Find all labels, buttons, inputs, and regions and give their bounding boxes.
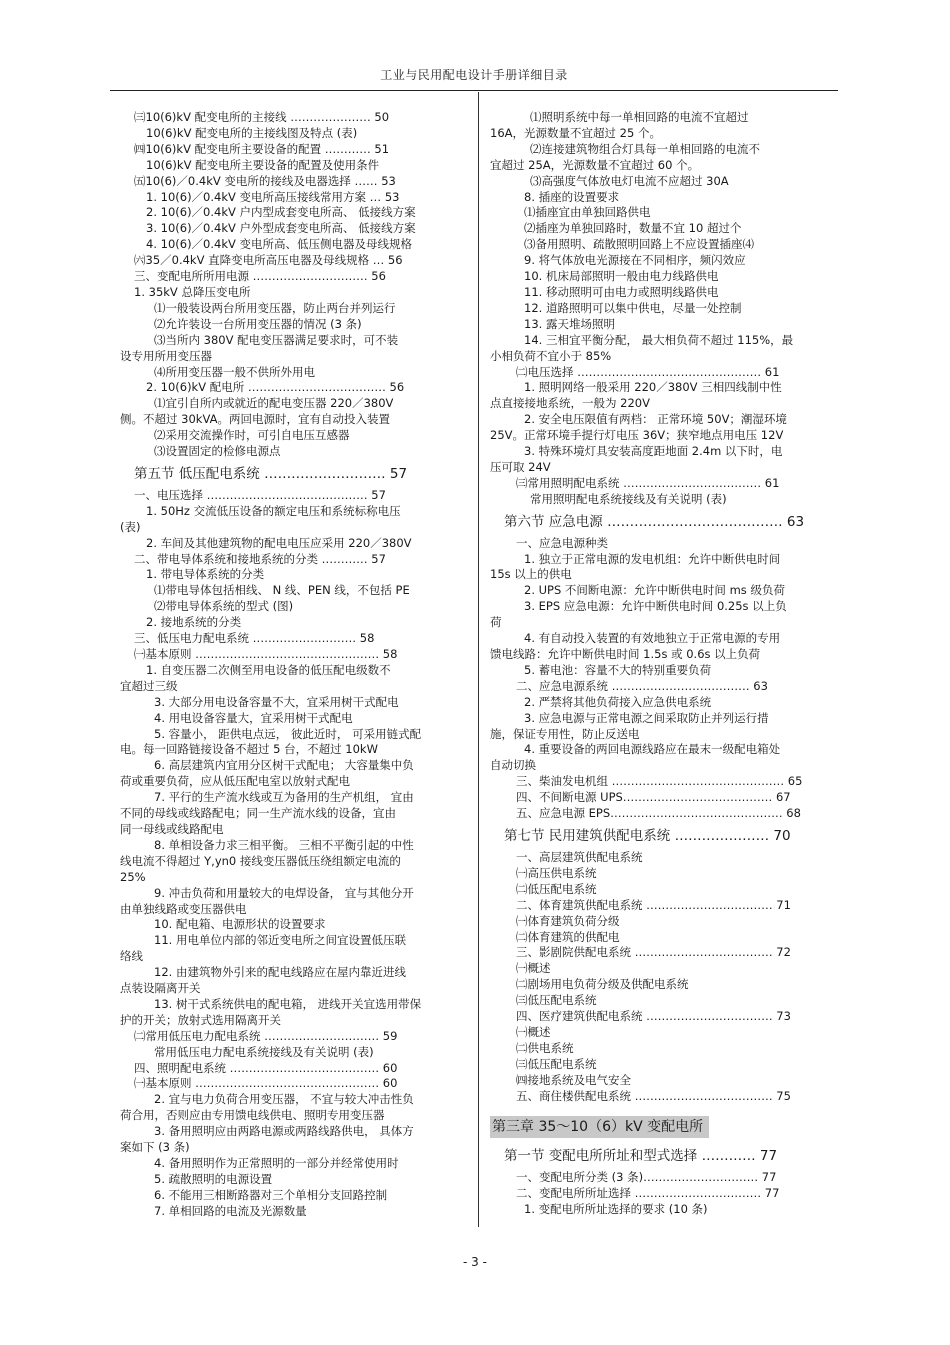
toc-entry: 2. 10(6)kV 配电所 ……………………………… 56 <box>146 380 405 395</box>
header-rule <box>110 90 838 91</box>
toc-entry: ㈢低压配电系统 <box>516 1056 597 1071</box>
toc-entry: 荷或重要负荷，应从低压配电室以放射式配电 <box>120 774 350 789</box>
toc-entry: (表) <box>120 519 141 534</box>
toc-entry: ⑵插座为单独回路时，数量不宜 10 超过个 <box>524 221 742 236</box>
toc-entry: ㈣接地系统及电气安全 <box>516 1072 631 1087</box>
toc-entry: ⑴带电导体包括相线、 N 线、PEN 线，不包括 PE <box>154 583 410 598</box>
toc-entry: ㈡体育建筑的供配电 <box>516 929 620 944</box>
column-divider <box>478 92 479 1227</box>
toc-entry: ㈣10(6)kV 配变电所主要设备的配置 ………… 51 <box>134 141 390 156</box>
toc-entry: ⑴插座宜由单独回路供电 <box>524 205 651 220</box>
toc-section-heading: 第七节 民用建筑供配电系统 ………………… 70 <box>504 827 791 844</box>
toc-entry: 二、体育建筑供配电系统 …………………………… 71 <box>516 897 791 912</box>
toc-entry: 4. 有自动投入装置的有效地独立于正常电源的专用 <box>524 631 781 646</box>
toc-entry: 8. 插座的设置要求 <box>524 189 620 204</box>
toc-entry: 10(6)kV 配变电所的主接线图及特点 (表) <box>146 125 358 140</box>
toc-entry: 3. 特殊环境灯具安装高度距地面 2.4m 以下时，电 <box>524 444 783 459</box>
toc-entry: 3. 应急电源与正常电源之间采取防止并列运行措 <box>524 710 769 725</box>
toc-entry: 一、高层建筑供配电系统 <box>516 849 643 864</box>
toc-entry: 6. 高层建筑内宜用分区树干式配电； 大容量集中负 <box>154 758 414 773</box>
toc-entry: ㈡剧场用电负荷分级及供配电系统 <box>516 977 689 992</box>
toc-entry: ㈠基本原则 ………………………………………… 58 <box>134 647 398 661</box>
toc-entry: 9. 冲击负荷和用量较大的电焊设备， 宜与其他分开 <box>154 885 414 900</box>
toc-entry: ㈤10(6)／0.4kV 变电所的接线及电器选择 …… 53 <box>134 173 396 188</box>
toc-entry: ⑶备用照明、疏散照明回路上不应设置插座⑷ <box>524 237 754 252</box>
toc-entry: ⑴一般装设两台所用变压器，防止两台并列运行 <box>154 300 396 315</box>
toc-section-heading: 第六节 应急电源 ………………………………… 63 <box>504 513 805 530</box>
page-header-title: 工业与民用配电设计手册详细目录 <box>380 68 568 82</box>
toc-section-heading: 第五节 低压配电系统 ……………………… 57 <box>134 465 408 482</box>
toc-entry: 1. 35kV 总降压变电所 <box>134 284 251 299</box>
toc-entry: ㈥35／0.4kV 直降变电所高压电器及母线规格 … 56 <box>134 253 403 268</box>
toc-entry: 压可取 24V <box>490 459 551 474</box>
toc-entry: 3. 10(6)／0.4kV 户外型成套变电所高、 低接线方案 <box>146 221 416 236</box>
toc-entry: ⑴宜引自所内或就近的配电变压器 220／380V <box>154 396 394 411</box>
toc-entry: 9. 将气体放电光源接在不同相序，频闪效应 <box>524 253 746 268</box>
toc-entry: 不同的母线或线路配电；同一生产流水线的设备，宜由 <box>120 806 396 821</box>
toc-entry: 1. 独立于正常电源的发电机组：允许中断供电时间 <box>524 551 781 566</box>
toc-entry: 一、电压选择 …………………………………… 57 <box>134 487 386 502</box>
toc-entry: ⑴照明系统中每一单相回路的电流不宜超过 <box>530 110 749 124</box>
toc-entry: 5. 蓄电池：容量不大的特别重要负荷 <box>524 662 712 677</box>
toc-entry: 由单独线路或变压器供电 <box>120 901 247 916</box>
toc-entry: 10(6)kV 配变电所主要设备的配置及使用条件 <box>146 157 380 172</box>
toc-entry: 馈电线路：允许中断供电时间 1.5s 或 0.6s 以上负荷 <box>490 647 761 661</box>
toc-entry: 络线 <box>120 949 143 964</box>
toc-entry: 6. 不能用三相断路器对三个单相分支回路控制 <box>154 1187 388 1202</box>
toc-entry: 二、应急电源系统 ……………………………… 63 <box>516 678 768 693</box>
toc-entry: 小相负荷不宜小于 85% <box>490 348 612 363</box>
toc-entry: 宜超过 25A，光源数量不宜超过 60 个。 <box>490 157 700 172</box>
toc-entry: ㈠概述 <box>516 961 551 976</box>
toc-entry: 五、应急电源 EPS……………………………………… 68 <box>516 806 801 821</box>
toc-entry: 3. 大部分用电设备容量不大，宜采用树干式配电 <box>154 694 399 709</box>
toc-entry: 3. 备用照明应由两路电源或两路线路供电， 具体方 <box>154 1124 414 1139</box>
toc-entry: 三、柴油发电机组 ……………………………………… 65 <box>516 774 803 789</box>
toc-entry: 一、应急电源种类 <box>516 535 608 550</box>
toc-entry: 15s 以上的供电 <box>490 567 572 582</box>
page-number: - 3 - <box>463 1255 487 1269</box>
toc-entry: 2. 严禁将其他负荷接入应急供电系统 <box>524 694 712 709</box>
toc-entry: 10. 配电箱、电源形状的设置要求 <box>154 917 326 932</box>
toc-entry: 常用低压电力配电系统接线及有关说明 (表) <box>154 1044 374 1059</box>
toc-entry: 四、照明配电系统 ………………………………… 60 <box>134 1060 398 1075</box>
toc-entry: 10. 机床局部照明一般由电力线路供电 <box>524 269 719 284</box>
toc-entry: 常用照明配电系统接线及有关说明 (表) <box>530 491 727 506</box>
chapter-row <box>490 1104 840 1142</box>
toc-entry: 四、不间断电源 UPS………………………………… 67 <box>516 790 791 805</box>
toc-entry: ㈢常用照明配电系统 ……………………………… 61 <box>516 475 780 490</box>
toc-entry: 电。每一回路链接设备不超过 5 台，不超过 10kW <box>120 742 378 757</box>
toc-entry: 5. 容量小， 距供电点远， 彼此近时， 可采用链式配 <box>154 726 422 741</box>
toc-entry: 五、商住楼供配电系统 ……………………………… 75 <box>516 1088 791 1103</box>
toc-entry: 1. 50Hz 交流低压设备的额定电压和系统标称电压 <box>146 503 401 518</box>
toc-entry: 荷合用，否则应由专用馈电线供电、照明专用变压器 <box>120 1108 385 1123</box>
toc-entry: 5. 疏散照明的电源设置 <box>154 1171 273 1186</box>
toc-entry: 12. 由建筑物外引来的配电线路应在屋内靠近进线 <box>154 965 406 980</box>
toc-entry: ㈠基本原则 ………………………………………… 60 <box>134 1076 398 1091</box>
toc-entry: 7. 单相回路的电流及光源数量 <box>154 1203 307 1218</box>
toc-entry: 1. 变配电所所址选择的要求 (10 条) <box>524 1202 708 1217</box>
toc-entry: 4. 重要设备的两回电源线路应在最末一级配电箱处 <box>524 742 781 757</box>
toc-entry: 荷 <box>490 615 502 630</box>
toc-entry: 16A，光源数量不宜超过 25 个。 <box>490 125 661 140</box>
toc-entry: 4. 备用照明作为正常照明的一部分并经常使用时 <box>154 1156 399 1170</box>
toc-entry: 案如下 (3 条) <box>120 1140 190 1155</box>
toc-entry: 2. 安全电压限值有两档： 正常环境 50V；潮湿环境 <box>524 412 787 427</box>
toc-entry: 1. 带电导体系统的分类 <box>146 567 265 582</box>
toc-entry: 点直接接地系统，一般为 220V <box>490 396 650 411</box>
toc-entry: 2. 10(6)／0.4kV 户内型成套变电所高、 低接线方案 <box>146 205 416 220</box>
toc-entry: ㈡低压配电系统 <box>516 881 597 896</box>
toc-entry: ⑵采用交流操作时，可引自电压互感器 <box>154 428 350 443</box>
toc-entry: 三、影剧院供配电系统 ……………………………… 72 <box>516 945 791 960</box>
toc-entry: 4. 10(6)／0.4kV 变电所高、低压侧电器及母线规格 <box>146 237 413 252</box>
toc-entry: ㈡电压选择 ………………………………………… 61 <box>516 364 780 379</box>
toc-entry: ⑶设置固定的检修电源点 <box>154 444 281 459</box>
toc-entry: 12. 道路照明可以集中供电，尽量一处控制 <box>524 300 742 315</box>
toc-entry: 设专用所用变压器 <box>120 348 212 363</box>
toc-entry: 25V。正常环境手提行灯电压 36V；狭窄地点用电压 12V <box>490 428 784 443</box>
toc-entry: 1. 10(6)／0.4kV 变电所高压接线常用方案 … 53 <box>146 189 400 204</box>
toc-entry: 1. 自变压器二次侧至用电设备的低压配电级数不 <box>146 662 391 677</box>
toc-entry: 14. 三相宜平衡分配， 最大相负荷不超过 115%，最 <box>524 332 794 347</box>
toc-section-heading: 第一节 变配电所所址和型式选择 ………… 77 <box>504 1148 778 1165</box>
toc-entry: 一、变配电所分类 (3 条)………………………… 77 <box>516 1170 777 1185</box>
toc-entry: ⑵连接建筑物组合灯具每一单相回路的电流不 <box>530 141 760 156</box>
toc-entry: 2. 接地系统的分类 <box>146 615 242 630</box>
toc-entry: 4. 用电设备容量大，宜采用树干式配电 <box>154 710 353 725</box>
toc-entry: 四、医疗建筑供配电系统 …………………………… 73 <box>516 1009 791 1024</box>
toc-entry: 点装设隔离开关 <box>120 981 201 996</box>
toc-entry: 三、变配电所所用电源 ………………………… 56 <box>134 269 386 284</box>
toc-entry: ⑷所用变压器一般不供所外用电 <box>154 364 315 379</box>
toc-entry: 线电流不得超过 Y,yn0 接线变压器低压绕组额定电流的 <box>120 853 401 868</box>
toc-entry: ㈠高压供电系统 <box>516 865 597 880</box>
toc-entry: 侧。不超过 30kVA。两回电源时，宜有自动投入装置 <box>120 412 390 427</box>
toc-entry: 13. 树干式系统供电的配电箱， 进线开关宜选用带保 <box>154 996 422 1011</box>
toc-entry: ⑶高强度气体放电灯电流不应超过 30A <box>530 173 729 188</box>
toc-entry: 2. 车间及其他建筑物的配电电压应采用 220／380V <box>146 535 412 550</box>
toc-entry: ⑶当所内 380V 配电变压器满足要求时，可不装 <box>154 332 399 347</box>
toc-entry: ㈡供电系统 <box>516 1040 574 1055</box>
toc-entry: 11. 用电单位内部的邻近变电所之间宜设置低压联 <box>154 933 406 948</box>
toc-entry: ㈠体育建筑负荷分级 <box>516 913 620 928</box>
toc-entry: 1. 照明网络一般采用 220／380V 三相四线制中性 <box>524 380 782 395</box>
toc-right-column <box>490 110 840 1218</box>
toc-entry: 护的开关；放射式选用隔离开关 <box>120 1012 281 1027</box>
toc-entry: 自动切换 <box>490 758 536 773</box>
toc-entry: 2. 宜与电力负荷合用变压器， 不宜与较大冲击性负 <box>154 1092 414 1107</box>
toc-entry: ㈢10(6)kV 配变电所的主接线 ………………… 50 <box>134 110 390 124</box>
toc-entry: ㈠概述 <box>516 1024 551 1039</box>
toc-left-column <box>120 110 470 1220</box>
toc-entry: 8. 单相设备力求三相平衡。 三相不平衡引起的中性 <box>154 837 414 852</box>
toc-entry: 二、变配电所所址选择 …………………………… 77 <box>516 1186 780 1201</box>
toc-entry: ⑵允许装设一台所用变压器的情况 (3 条) <box>154 316 362 331</box>
toc-entry: 13. 露天堆场照明 <box>524 316 615 331</box>
toc-entry: 25% <box>120 869 146 884</box>
toc-entry: ㈡常用低压电力配电系统 ………………………… 59 <box>134 1028 398 1043</box>
toc-entry: 7. 平行的生产流水线或互为备用的生产机组， 宜由 <box>154 790 414 805</box>
toc-entry: ⑵带电导体系统的型式 (图) <box>154 599 294 614</box>
toc-entry: 二、带电导体系统和接地系统的分类 ………… 57 <box>134 551 386 566</box>
toc-entry: 2. UPS 不间断电源：允许中断供电时间 ms 级负荷 <box>524 583 785 598</box>
toc-entry: 三、低压电力配电系统 ……………………… 58 <box>134 631 375 646</box>
toc-entry: 同一母线或线路配电 <box>120 821 224 836</box>
toc-entry: 宜超过三级 <box>120 678 178 693</box>
toc-entry: 11. 移动照明可由电力或照明线路供电 <box>524 284 719 299</box>
toc-entry: 3. EPS 应急电源：允许中断供电时间 0.25s 以上负 <box>524 599 787 614</box>
toc-entry: 施，保证专用性，防止反送电 <box>490 726 640 741</box>
chapter-heading: 第三章 35～10（6）kV 变配电所 <box>490 1116 709 1138</box>
toc-entry: ㈢低压配电系统 <box>516 993 597 1008</box>
